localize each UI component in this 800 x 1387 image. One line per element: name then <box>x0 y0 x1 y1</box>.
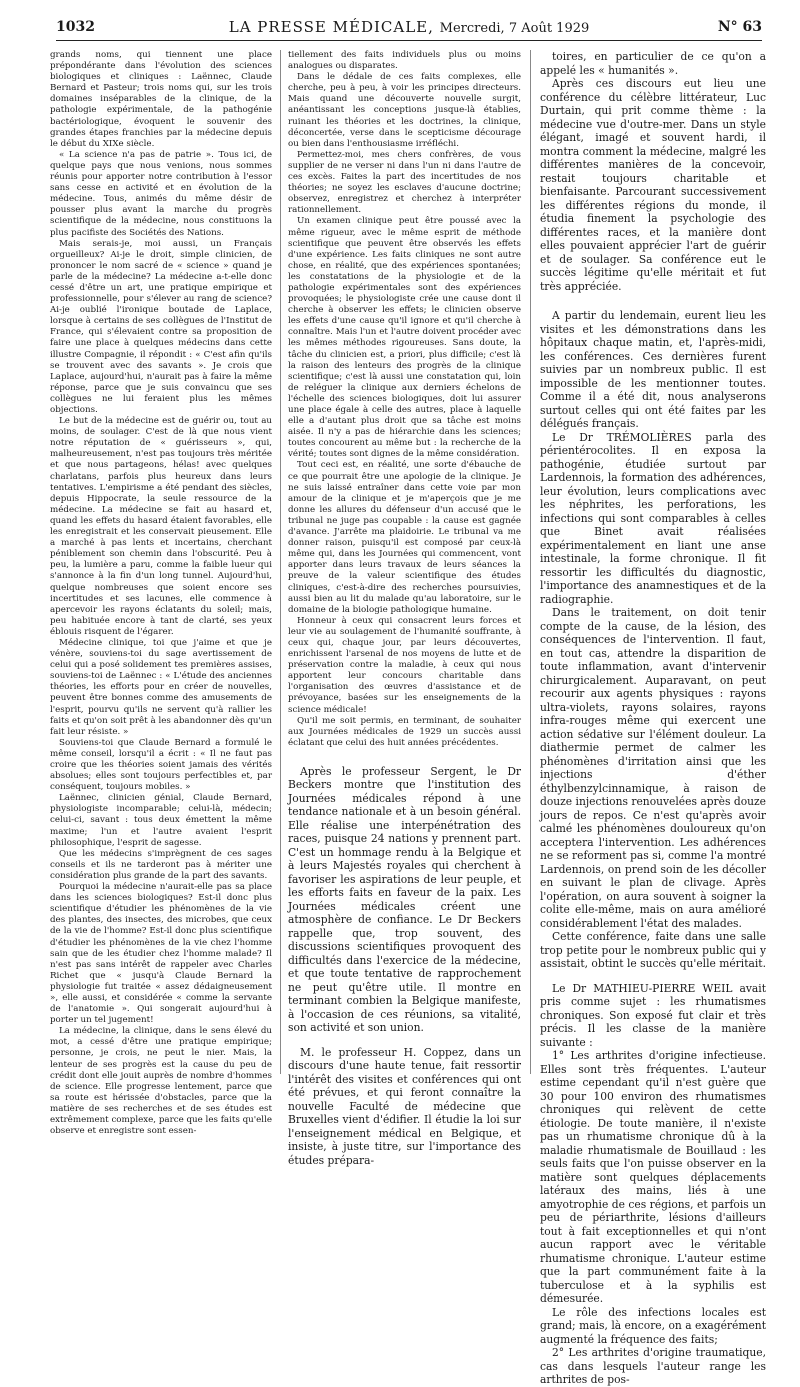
paragraph: Le rôle des infections locales est grand; mais, là encore, on a exagérément augmenté la fréquence des faits; <box>540 1305 766 1346</box>
paragraph: Pourquoi la médecine n'aurait-elle pas sa place dans les sciences biologiques? Est-il donc plus scientifique d'étudier les phénomènes de la vie des plantes, des insectes, des microbes, que ceux de la vie de l'homme? Est-il donc plus scientifique d'étudier les phénomènes de la vie chez l'homme sain que de les étudier chez l'homme malade? Il n'est pas sans intérêt de rappeler avec Charles Richet que « jusqu'à Claude Bernard la physiologie fut traitée « assez dédaigneusement », elle aussi, et considérée « comme la servante de l'anatomie ». Qui songerait aujourd'hui à porter un tel jugement! <box>50 882 272 1026</box>
column-left <box>50 50 272 1137</box>
paragraph: Cette conférence, faite dans une salle trop petite pour le nombreux public qui y assistait, obtint le succès qu'elle méritait. <box>540 930 766 970</box>
paragraph: « La science n'a pas de patrie ». Tous ici, de quelque pays que nous venions, nous sommes réunis pour apporter notre contribution à l'essor sans cesse en activité et en évolution de la médecine. Tous, animés du même désir de pousser plus avant la marche du progrès scientifique de la médecine, nous constituons la plus pacifiste des Sociétés des Nations. <box>50 149 272 238</box>
issue-date: Mercredi, 7 Août 1929 <box>439 21 590 36</box>
paragraph: Le Dr TRÉMOLIÈRES parla des périentérocolites. Il en exposa la pathogénie, étudiée surtout par Lardennois, la formation des adhérences, leur évolution, leurs complications avec les néphrites, les perforations, les infections qui sont comparables à celles que Binet avait réalisées expérimentalement en liant une anse intestinale, la forme chronique. Il fit ressortir les difficultés du diagnostic, l'importance des anamnestiques et de la radiographie. <box>540 430 766 606</box>
paragraph: Tout ceci est, en réalité, une sorte d'ébauche de ce que pourrait être une apologie de la clinique. Je ne suis laissé entraîner dans cette voie par mon amour de la clinique et je m'aperçois que je me donne les allures du défenseur d'un accusé que le tribunal ne juge pas coupable : la cause est gagnée d'avance. J'arrête ma plaidoirie. Le tribunal va me donner raison, puisqu'il est composé par ceux-là même qui, dans les Journées qui commencent, vont apporter dans leurs travaux de leurs séances la preuve de la valeur scientifique des études cliniques, c'est-à-dire des recherches poursuivies, aussi bien au lit du malade qu'au laboratoire, sur le domaine de la biologie pathologique humaine. <box>288 460 521 615</box>
paragraph: La médecine, la clinique, dans le sens élevé du mot, a cessé d'être une pratique empirique; personne, je crois, ne peut le nier. Mais, la lenteur de ses progrès est la cause du peu de crédit dont elle jouit auprès de nombre d'hommes de science. Elle progresse lentement, parce que sa route est hérissée d'obstacles, parce que la matière de ses recherches et de ses études est extrêmement complexe, parce que les faits qu'elle observe et enregistre sont essen- <box>50 1026 272 1137</box>
running-title <box>56 18 762 36</box>
paragraph: Que les médecins s'imprègnent de ces sages conseils et ils ne tarderont pas à mériter une considération plus grande de la part des savants. <box>50 848 272 881</box>
paragraph: Le Dr MATHIEU-PIERRE WEIL avait pris comme sujet : les rhumatismes chroniques. Son exposé fut clair et très précis. Il les classe de la manière suivante : <box>540 981 766 1049</box>
paragraph: grands noms, qui tiennent une place prépondérante dans l'évolution des sciences biologiques et cliniques : Laënnec, Claude Bernard et Pasteur; trois noms qui, sur les trois domaines inséparables de la clinique, de la pathologie expérimentale, de la pathogénie bactériologique, évoquent le souvenir des grandes étapes franchies par la médecine depuis le début du XIXe siècle. <box>50 50 272 149</box>
paragraph: Mais serais-je, moi aussi, un Français orgueilleux? Ai-je le droit, simple clinicien, de prononcer le nom sacré de « science » quand je parle de la médecine? La médecine a-t-elle donc cessé d'être un art, une pratique empirique et professionnelle, pour s'élever au rang de science? Ai-je oublié l'ironique boutade de Laplace, lorsque à certains de ses collègues de l'Institut de France, qui s'élevaient contre sa proposition de faire une place à quelques médecins dans cette illustre Compagnie, il répondit : « C'est afin qu'ils se trouvent avec des savants ». Je crois que Laplace, aujourd'hui, n'aurait pas à faire la même réponse, parce que je suis convaincu que ses collègues ne lui feraient plus les mêmes objections. <box>50 238 272 415</box>
paragraph: 2° Les arthrites d'origine traumatique, cas dans lesquels l'auteur range les arthrites de pos- <box>540 1346 766 1386</box>
column-middle <box>288 50 521 1167</box>
column-rule-right <box>530 50 531 1074</box>
paragraph: Permettez-moi, mes chers confrères, de vous supplier de ne verser ni dans l'un ni dans l'autre de ces excès. Faites la part des incertitudes de nos théories; ne soyez les esclaves d'aucune doctrine; observez, enregistrez et cherchez à interpréter rationnellement. <box>288 149 521 216</box>
column-rule-left <box>280 50 281 1074</box>
paragraph: A partir du lendemain, eurent lieu les visites et les démonstrations dans les hôpitaux chaque matin, et, l'après-midi, les conférences. Ces dernières furent suivies par un nombreux public. Il est impossible de les mentionner toutes. Comme il a été dit, nous analyserons surtout celles qui ont été faites par les délégués français. <box>540 309 766 430</box>
paragraph: 1° Les arthrites d'origine infectieuse. Elles sont très fréquentes. L'auteur estime cependant qu'il n'est guère que 30 pour 100 environ des rhumatismes chroniques qui relèvent de cette étiologie. De toute manière, il n'existe pas un rhumatisme chronique dû à la maladie rhumatismale de Bouillaud : les seuls faits que l'on puisse observer en la matière sont quelques déplacements latéraux des mains, liés à une amyotrophie de ces régions, et parfois un peu de périarthrite, lésions d'ailleurs tout à fait exceptionnelles et qui n'ont aucun rapport avec le véritable rhumatisme chronique. L'auteur estime que la part communément faite à la tuberculose et à la syphilis est démesurée. <box>540 1049 766 1305</box>
journal-name: LA PRESSE MÉDICALE, <box>228 18 434 36</box>
paragraph: Médecine clinique, toi que j'aime et que je vénère, souviens-toi du sage avertissement de celui qui a posé solidement tes premières assises, souviens-toi de Laënnec : « L'étude des anciennes théories, les efforts pour en créer de nouvelles, peuvent être bonnes comme des amusements de l'esprit, pourvu qu'ils ne servent qu'à rallier les faits et qu'on soit prêt à les abandonner dès qu'un fait leur résiste. » <box>50 637 272 737</box>
paragraph: Dans le dédale de ces faits complexes, elle cherche, peu à peu, à voir les principes directeurs. Mais quand une découverte nouvelle surgit, anéantissant les conceptions jusque-là établies, ruinant les théories et les doctrines, la clinique, déconcertée, verse dans le scepticisme décourage ou bien dans l'enthousiasme irréfléchi. <box>288 72 521 149</box>
paragraph: Qu'il me soit permis, en terminant, de souhaiter aux Journées médicales de 1929 un succès aussi éclatant que celui des huit années précédentes. <box>288 715 521 748</box>
paragraph: toires, en particulier de ce qu'on a appelé les « humanités ». <box>540 50 766 77</box>
paragraph: Dans le traitement, on doit tenir compte de la cause, de la lésion, des conséquences de l'intervention. Il faut, en tout cas, attendre la disparition de toute inflammation, avant d'intervenir chirurgicalement. Auparavant, on peut recourir aux agents physiques : rayons ultra-violets, rayons solaires, rayons infra-rouges même qui exercent une action sédative sur l'élément douleur. La diathermie permet de calmer les phénomènes d'irritation ainsi que les injections d'éther éthylbenzylcinnamique, à raison de douze injections renouvelées après douze jours de repos. Ce n'est qu'après avoir calmé les phénomènes douloureux qu'on acceptera l'intervention. Les adhérences ne se reforment pas si, comme l'a montré Lardennois, on prend soin de les décoller en suivant le plan de clivage. Après l'opération, on aura souvent à soigner la colite elle-même, mais on aura amélioré considérablement l'état des malades. <box>540 606 766 930</box>
section-gap <box>540 971 766 982</box>
paragraph: Laënnec, clinicien génial, Claude Bernard, physiologiste incomparable; celui-là, médecin; celui-ci, savant : tous deux émettent la même maxime; l'un et l'autre avaient l'esprit philosophique, l'esprit de sagesse. <box>50 793 272 848</box>
paragraph: Un examen clinique peut être poussé avec la même rigueur, avec le même esprit de méthode scientifique que peuvent être observés les effets d'une expérience. Les faits cliniques ne sont autre chose, en réalité, que des expériences spontanées; les constatations de la physiologie et de la pathologie expérimentales sont des expériences provoquées; le physiologiste crée une cause dont il cherche à observer les effets; le clinicien observe les effets d'une cause qu'il ignore et qu'il cherche à connaître. Mais l'un et l'autre doivent procéder avec les mêmes méthodes rigoureuses. Sans doute, la tâche du clinicien est, a priori, plus difficile; c'est là la raison des lenteurs des progrès de la clinique scientifique; c'est là aussi une constatation qui, loin de reléguer la clinique aux derniers échelons de l'échelle des sciences biologiques, doit lui assurer une place égale à celle des autres, place à laquelle elle a d'autant plus droit que sa tâche est moins aisée. Il n'y a pas de hiérarchie dans les sciences; toutes concourent au même but : la recherche de la vérité; toutes sont dignes de la même considération. <box>288 216 521 460</box>
page-header <box>56 18 762 41</box>
section-gap <box>540 293 766 309</box>
paragraph: Souviens-toi que Claude Bernard a formulé le même conseil, lorsqu'il a écrit : « Il ne faut pas croire que les théories soient jamais des vérités absolues; elles sont toujours perfectibles et, par conséquent, toujours mobiles. » <box>50 737 272 793</box>
paragraph: tiellement des faits individuels plus ou moins analogues ou disparates. <box>288 50 521 72</box>
paragraph: Après ces discours eut lieu une conférence du célèbre littérateur, Luc Durtain, qui prit comme thème : la médecine vue d'outre-mer. Dans un style élégant, imagé et souvent hardi, il montra comment la médecine, malgré les différentes manières de la concevoir, restait toujours charitable et bienfaisante. Parcourant successivement les différentes régions du monde, il étudia finement la psychologie des différentes races, et la manière dont elles pouvaient apprécier l'art de guérir et de soulager. Sa conférence eut le succès légitime qu'elle méritait et fut très appréciée. <box>540 77 766 293</box>
paragraph: M. le professeur H. Coppez, dans un discours d'une haute tenue, fait ressortir l'intérêt des visites et conférences qui ont été prévues, et qui feront connaître la nouvelle Faculté de médecine que Bruxelles vient d'édifier. Il étudie la loi sur l'enseignement médical en Belgique, et insiste, à juste titre, sur l'importance des études prépara- <box>288 1045 521 1167</box>
issue-number: N° 63 <box>717 19 762 35</box>
section-gap <box>288 1035 521 1046</box>
page-number: 1032 <box>56 19 95 35</box>
paragraph: Le but de la médecine est de guérir ou, tout au moins, de soulager. C'est de là que nous vient notre réputation de « guérisseurs », qui, malheureusement, n'est pas toujours très méritée et que nous partageons, hélas! avec quelques charlatans, parfois plus heureux dans leurs tentatives. L'empirisme a été pendant des siècles, depuis Hippocrate, la seule ressource de la médecine. La médecine se fait au hasard et, quand les effets du hasard étaient favorables, elle les enregistrait et les conservait pieusement. Elle a marché à pas lents et incertains, cherchant péniblement son chemin dans l'obscurité. Peu à peu, la lumière a paru, comme la faible lueur qui s'annonce à la fin d'un long tunnel. Aujourd'hui, quelque nombreuses que soient encore ses incertitudes et ses lacunes, elle commence à apercevoir les rayons éclatants du soleil; mais, peu habituée encore à tant de clarté, ses yeux éblouis risquent de l'égarer. <box>50 416 272 637</box>
section-gap <box>288 749 521 765</box>
paragraph: Honneur à ceux qui consacrent leurs forces et leur vie au soulagement de l'humanité souffrante, à ceux qui, chaque jour, par leurs découvertes, enrichissent l'arsenal de nos moyens de lutte et de préservation contre la maladie, à ceux qui nous apportent leur concours charitable dans l'organisation des œuvres d'assistance et de prévoyance, basées sur les enseignements de la science médicale! <box>288 615 521 715</box>
column-right <box>540 50 766 1386</box>
paragraph: Après le professeur Sergent, le Dr Beckers montre que l'institution des Journées médicales répond à une tendance nationale et à un besoin général. Elle réalise une interpénétration des races, puisque 24 nations y prennent part. C'est un hommage rendu à la Belgique et à leurs Majestés royales qui cherchent à favoriser les aspirations de leur peuple, et les efforts faits en faveur de la paix. Les Journées médicales créent une atmosphère de confiance. Le Dr Beckers rappelle que, trop souvent, des discussions scientifiques provoquent des difficultés dans l'exercice de la médecine, et que toute tentative de rapprochement ne peut qu'être utile. Il montre en terminant combien la Belgique manifeste, à l'occasion de ces réunions, sa vitalité, son activité et son union. <box>288 764 521 1035</box>
